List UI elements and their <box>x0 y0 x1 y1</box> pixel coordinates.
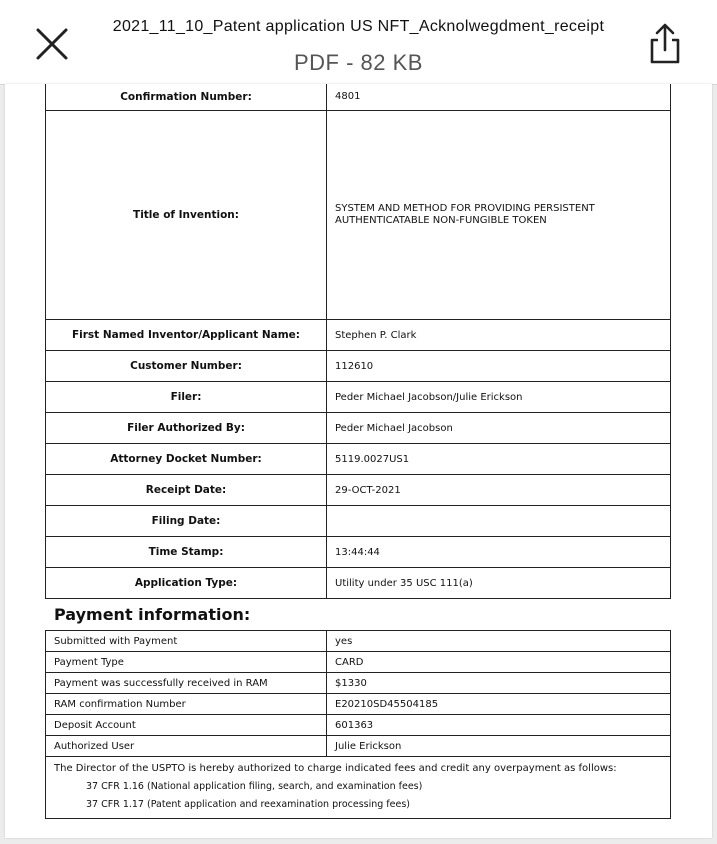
table-row <box>46 351 671 382</box>
field-value: 5119.0027US1 <box>327 444 671 475</box>
field-label: Confirmation Number: <box>46 84 327 111</box>
field-label: First Named Inventor/Applicant Name: <box>46 320 327 351</box>
fee-item: 37 CFR 1.16 (National application filing, search, and examination fees) <box>86 781 423 792</box>
payment-value: 601363 <box>327 715 671 736</box>
table-row <box>46 694 671 715</box>
table-row <box>46 715 671 736</box>
table-row <box>46 537 671 568</box>
table-row <box>46 475 671 506</box>
table-row <box>46 444 671 475</box>
field-value: 29-OCT-2021 <box>327 475 671 506</box>
field-value: Utility under 35 USC 111(a) <box>327 568 671 599</box>
field-label: Title of Invention: <box>46 111 327 320</box>
table-row <box>46 568 671 599</box>
fee-authorization-note <box>46 757 671 819</box>
table-row <box>46 652 671 673</box>
field-value: 13:44:44 <box>327 537 671 568</box>
pdf-page[interactable] <box>5 84 712 838</box>
payment-value: yes <box>327 631 671 652</box>
fee-item: 37 CFR 1.17 (Patent application and reexamination processing fees) <box>86 799 411 810</box>
payment-label: RAM confirmation Number <box>46 694 327 715</box>
table-row <box>46 631 671 652</box>
filing-info-table <box>45 84 671 599</box>
payment-value: $1330 <box>327 673 671 694</box>
table-row <box>46 413 671 444</box>
payment-label: Payment Type <box>46 652 327 673</box>
table-row <box>46 84 671 111</box>
table-row <box>46 382 671 413</box>
payment-label: Submitted with Payment <box>46 631 327 652</box>
table-row <box>46 111 671 320</box>
field-label: Application Type: <box>46 568 327 599</box>
field-value: 112610 <box>327 351 671 382</box>
table-row <box>46 320 671 351</box>
fee-authorization-text: The Director of the USPTO is hereby authorized to charge indicated fees and credit any overpayment as follows: <box>54 763 617 774</box>
payment-value: Julie Erickson <box>327 736 671 757</box>
payment-label: Authorized User <box>46 736 327 757</box>
field-value: Peder Michael Jacobson <box>327 413 671 444</box>
payment-heading: Payment information: <box>54 605 251 624</box>
field-label: Customer Number: <box>46 351 327 382</box>
field-label: Filing Date: <box>46 506 327 537</box>
payment-table <box>45 630 671 819</box>
table-row <box>46 736 671 757</box>
field-label: Attorney Docket Number: <box>46 444 327 475</box>
field-label: Receipt Date: <box>46 475 327 506</box>
field-value: Peder Michael Jacobson/Julie Erickson <box>327 382 671 413</box>
share-button[interactable] <box>645 22 685 66</box>
share-icon <box>645 22 685 66</box>
close-icon <box>34 26 70 62</box>
close-button[interactable] <box>34 26 70 62</box>
table-row <box>46 757 671 819</box>
field-value: Stephen P. Clark <box>327 320 671 351</box>
field-value: 4801 <box>327 84 671 111</box>
field-value: SYSTEM AND METHOD FOR PROVIDING PERSISTENT AUTHENTICATABLE NON-FUNGIBLE TOKEN <box>327 111 671 320</box>
payment-value: E20210SD45504185 <box>327 694 671 715</box>
field-label: Filer Authorized By: <box>46 413 327 444</box>
table-row <box>46 673 671 694</box>
table-row <box>46 506 671 537</box>
payment-value: CARD <box>327 652 671 673</box>
viewer-header <box>0 0 717 85</box>
document-info: PDF - 82 KB <box>294 50 423 75</box>
payment-label: Payment was successfully received in RAM <box>46 673 327 694</box>
field-label: Filer: <box>46 382 327 413</box>
document-title: 2021_11_10_Patent application US NFT_Acknolwegdment_receipt <box>112 18 605 35</box>
payment-label: Deposit Account <box>46 715 327 736</box>
field-label: Time Stamp: <box>46 537 327 568</box>
field-value <box>327 506 671 537</box>
